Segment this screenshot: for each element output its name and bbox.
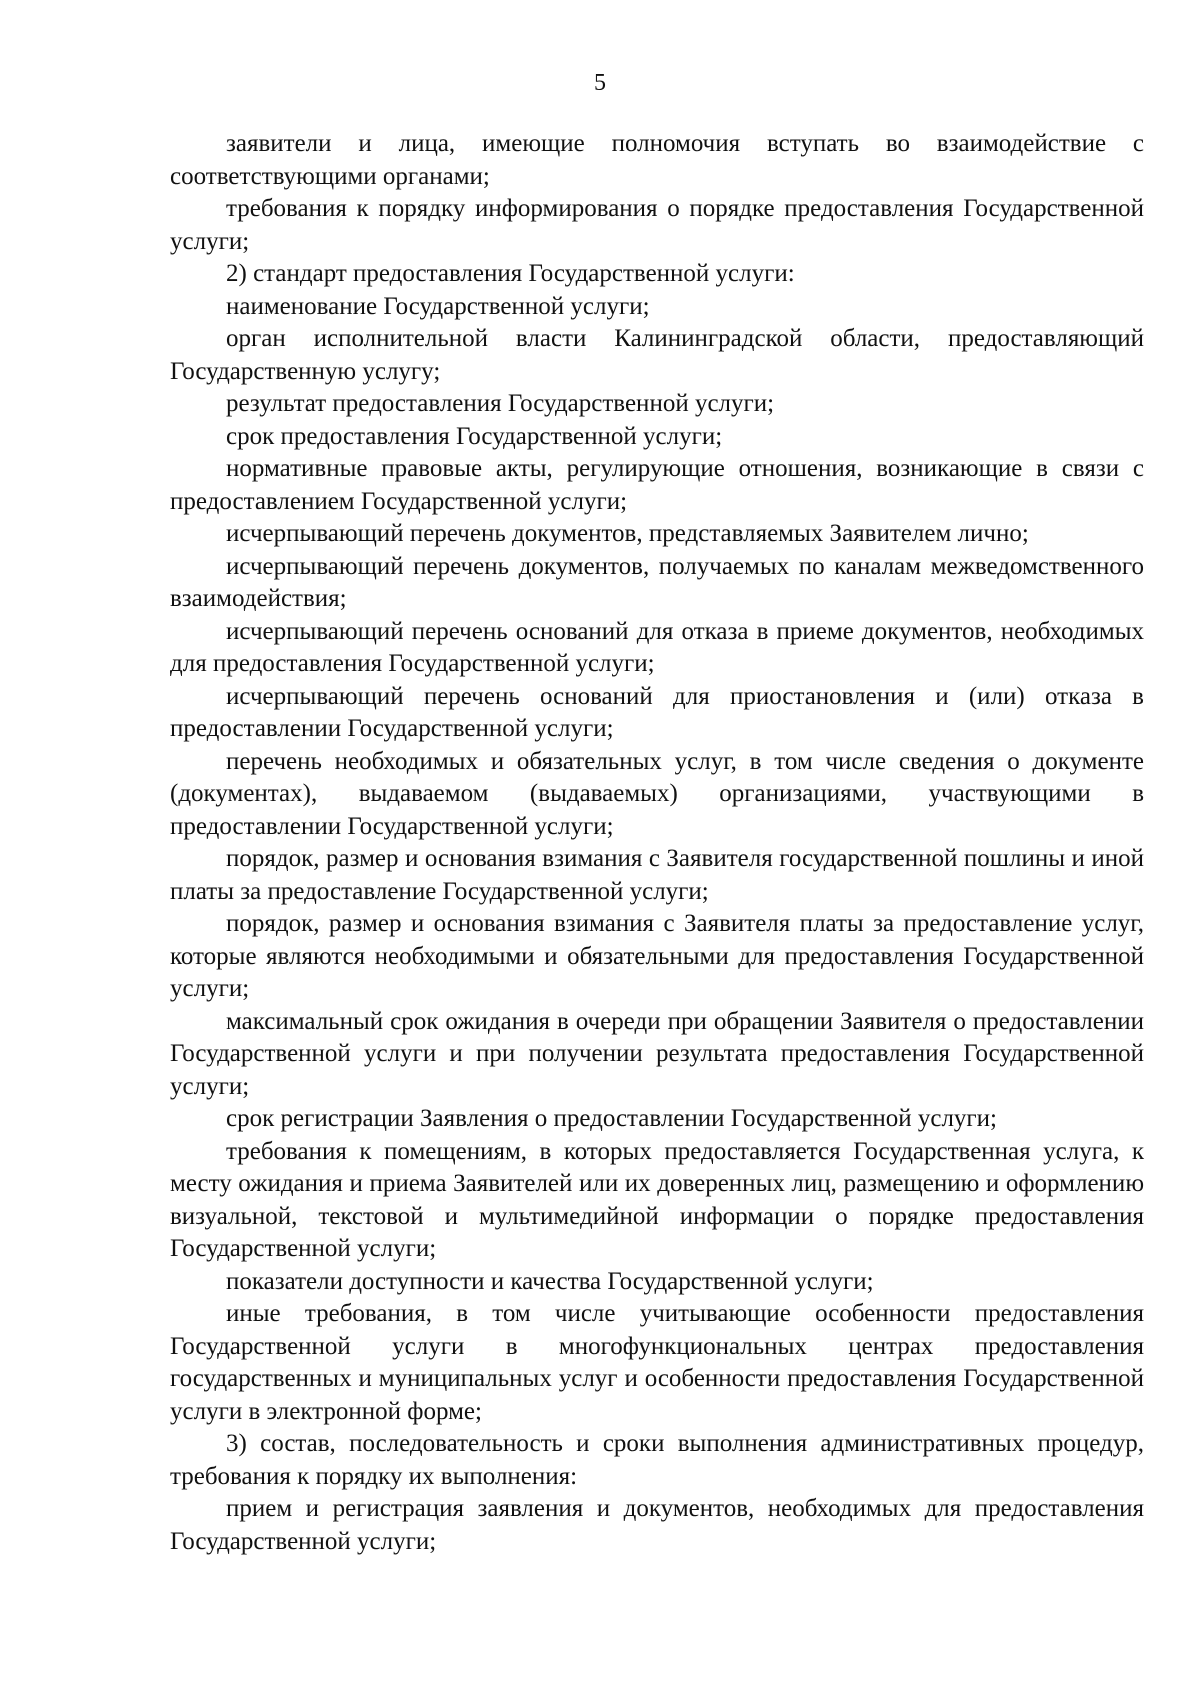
paragraph: исчерпывающий перечень документов, представляемых Заявителем лично;: [226, 520, 1029, 547]
paragraph: заявители и лица, имеющие полномочия вступать во взаимодействие с соответствующими органами;: [170, 130, 1144, 190]
paragraph: исчерпывающий перечень документов, получаемых по каналам межведомственного взаимодействия;: [170, 552, 1144, 612]
paragraph: исчерпывающий перечень оснований для приостановления и (или) отказа в предоставлении Государственной услуги;: [170, 682, 1144, 742]
paragraph: порядок, размер и основания взимания с Заявителя государственной пошлины и иной платы за предоставление Государственной услуги;: [170, 845, 1144, 905]
paragraph: срок регистрации Заявления о предоставлении Государственной услуги;: [226, 1105, 997, 1132]
paragraph: прием и регистрация заявления и документов, необходимых для предоставления Государственной услуги;: [170, 1495, 1144, 1555]
paragraph: перечень необходимых и обязательных услуг, в том числе сведения о документе (документах), выдаваемом (выдаваемых) организациями, участвующими в предоставлении Государственной услуги;: [170, 747, 1144, 840]
paragraph: нормативные правовые акты, регулирующие отношения, возникающие в связи с предоставлением Государственной услуги;: [170, 455, 1144, 515]
paragraph: исчерпывающий перечень оснований для отказа в приеме документов, необходимых для предоставления Государственной услуги;: [170, 617, 1144, 677]
paragraph: показатели доступности и качества Государственной услуги;: [226, 1267, 874, 1295]
paragraph: требования к порядку информирования о порядке предоставления Государственной услуги;: [170, 195, 1144, 255]
document-body: [170, 128, 1144, 1558]
paragraph: 3) состав, последовательность и сроки выполнения административных процедур, требования к порядку их выполнения:: [170, 1430, 1144, 1490]
paragraph: 2) стандарт предоставления Государственной услуги:: [226, 260, 795, 287]
paragraph: срок предоставления Государственной услуги;: [226, 422, 723, 450]
paragraph: иные требования, в том числе учитывающие особенности предоставления Государственной услуги в многофункциональных центрах предоставления государственных и муниципальных услуг и особенности предоставления Государственной услуги в электронной форме;: [170, 1300, 1144, 1425]
paragraph: наименование Государственной услуги;: [226, 292, 650, 320]
paragraph: максимальный срок ожидания в очереди при обращении Заявителя о предоставлении Государственной услуги и при получении результата предоставления Государственной услуги;: [170, 1007, 1144, 1100]
paragraph: результат предоставления Государственной услуги;: [226, 390, 775, 417]
paragraph: орган исполнительной власти Калининградской области, предоставляющий Государственную услугу;: [170, 325, 1144, 385]
paragraph: порядок, размер и основания взимания с Заявителя платы за предоставление услуг, которые являются необходимыми и обязательными для предоставления Государственной услуги;: [170, 910, 1144, 1002]
page-number: 5: [594, 70, 606, 96]
paragraph: требования к помещениям, в которых предоставляется Государственная услуга, к месту ожидания и приема Заявителей или их доверенных лиц, размещению и оформлению визуальной, текстовой и мультимедийной информации о порядке предоставления Государственной услуги;: [170, 1137, 1144, 1262]
